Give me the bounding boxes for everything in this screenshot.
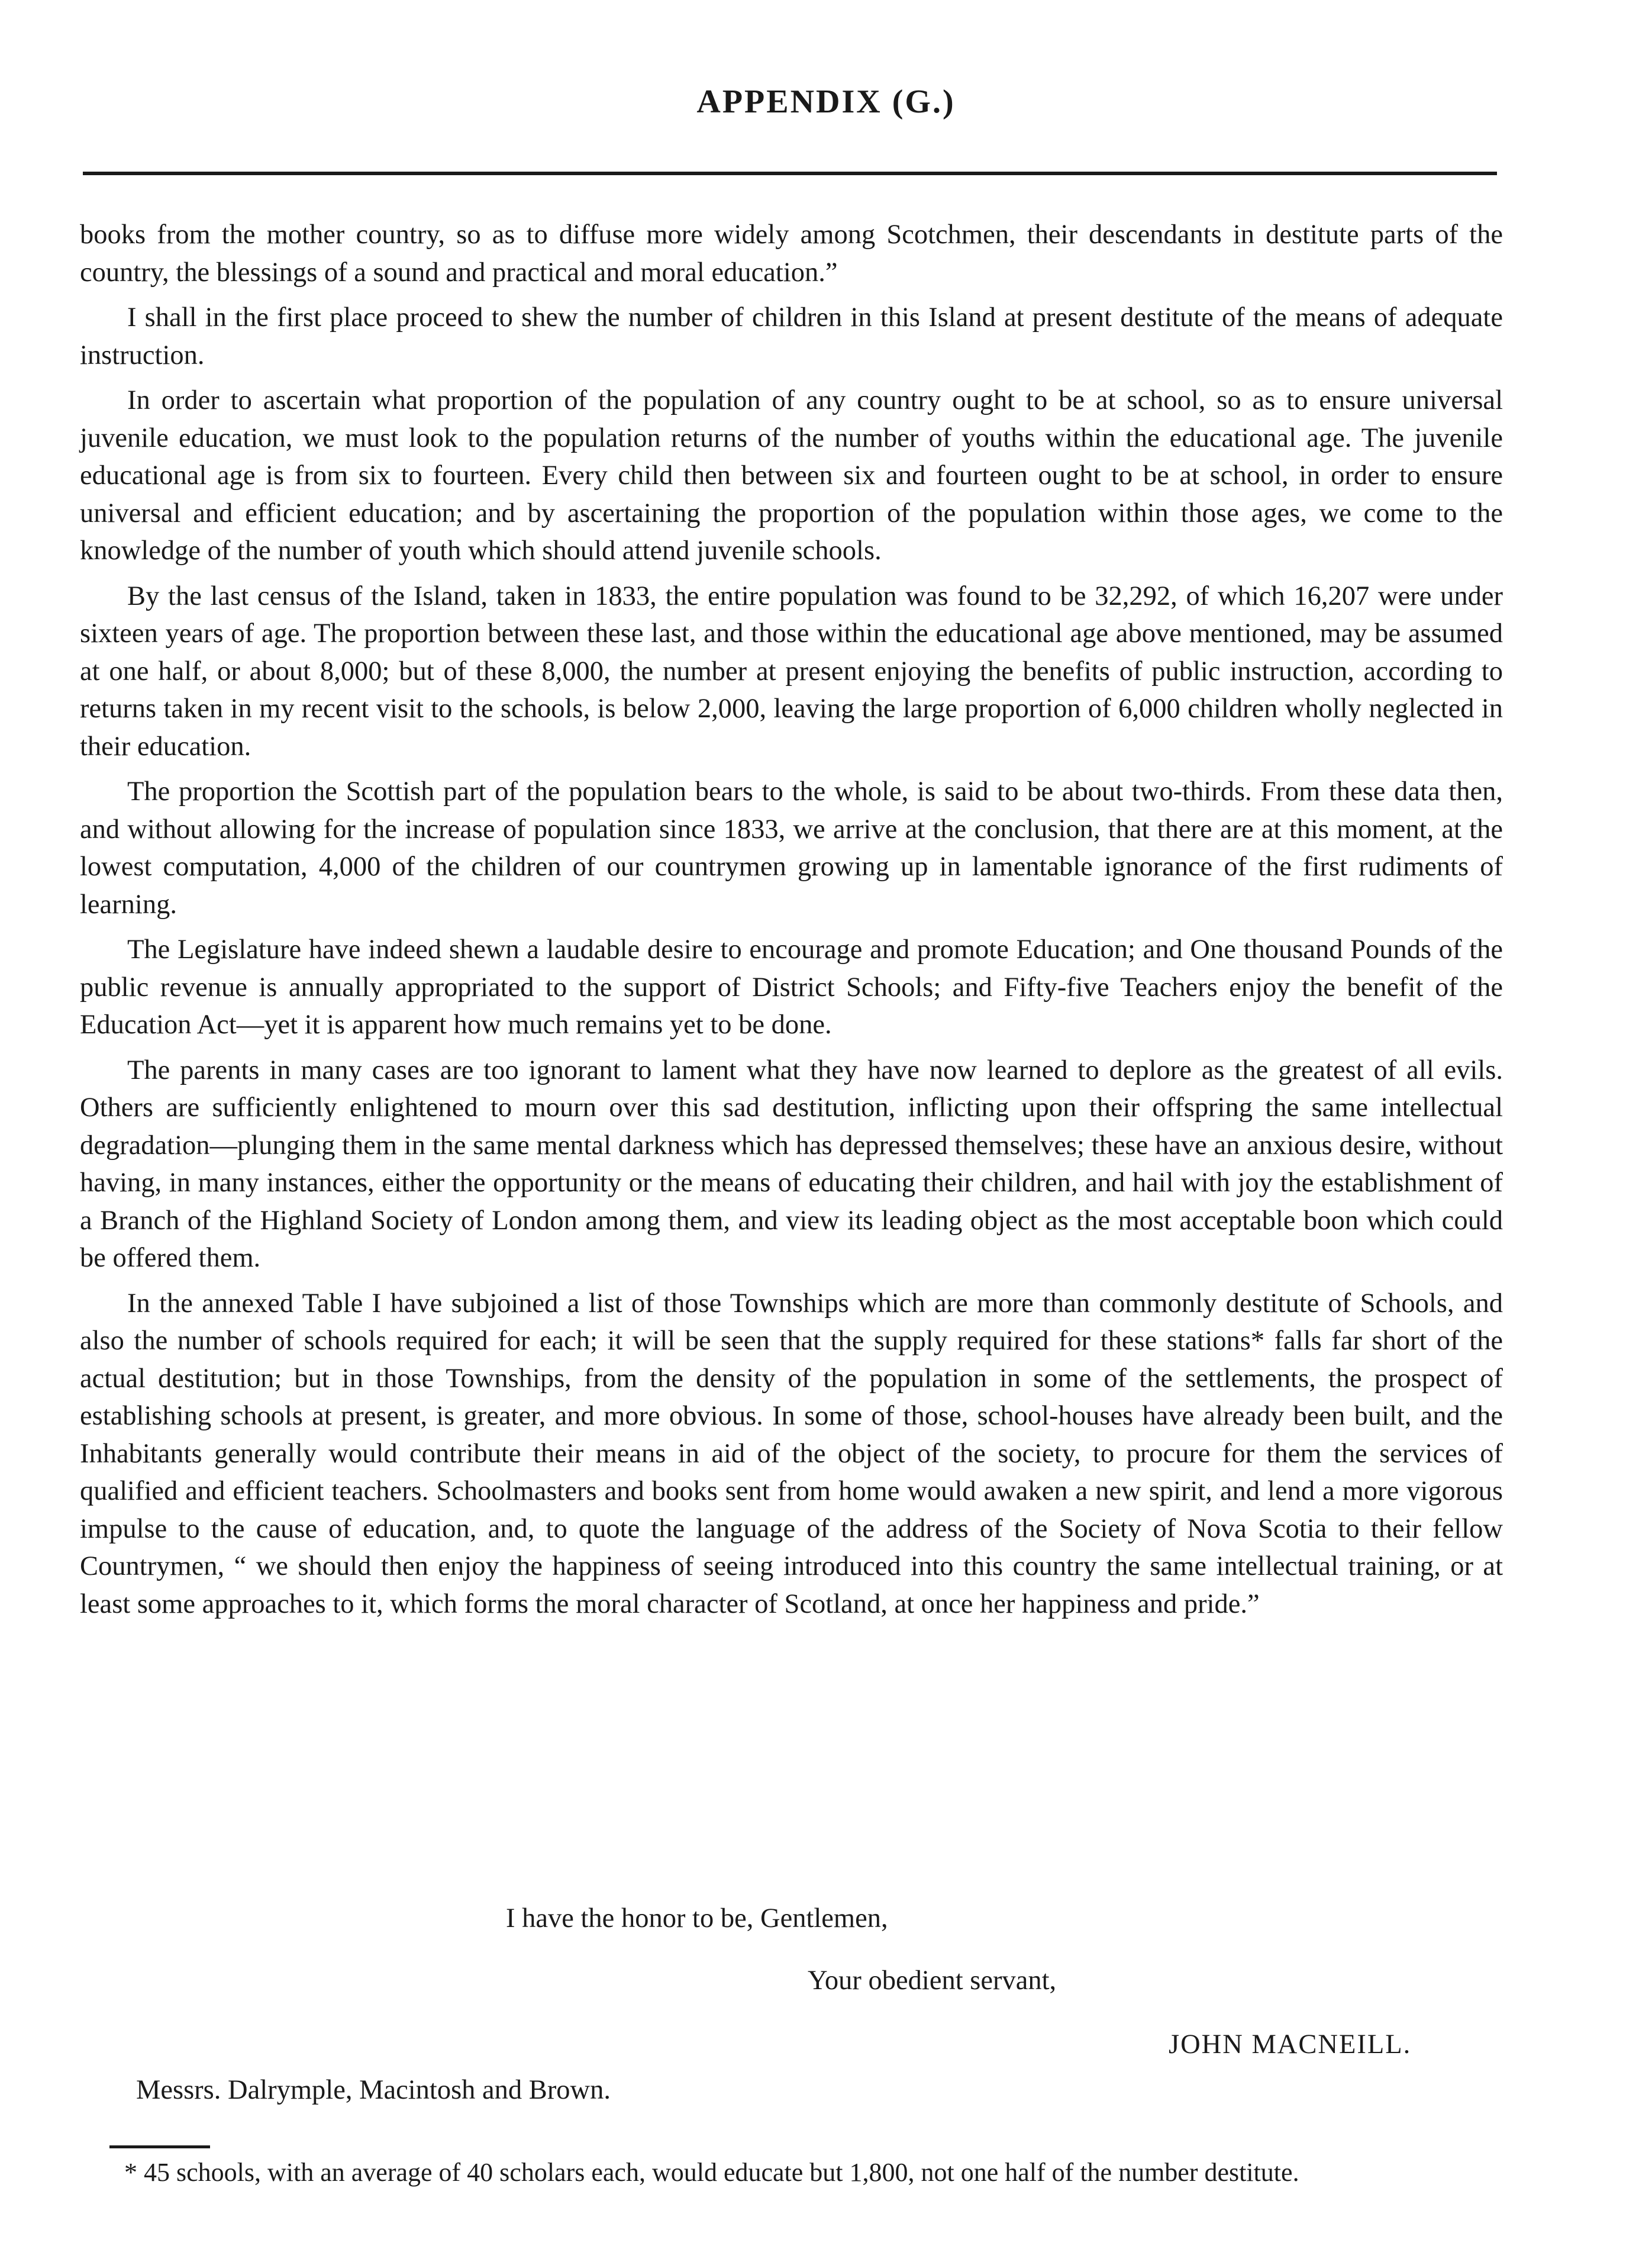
paragraph: books from the mother country, so as to diffuse more widely among Scotchmen, their descendants in destitute parts of the country, the blessings of a sound and practical and moral education.” xyxy=(80,220,1503,288)
addressees-text: Messrs. Dalrymple, Macintosh and Brown. xyxy=(136,2075,611,2105)
valediction-text: Your obedient servant, xyxy=(808,1965,1057,1996)
paragraph: In order to ascertain what proportion of the population of any country ought to be at school, so as to ensure universal juvenile education, we must look to the population returns of the number of youths within the educational age. The juvenile educational age is from six to fourteen. Every child then between six and fourteen ought to be at school, in order to ensure universal and efficient education; and by ascertaining the proportion of the population within those ages, we come to the knowledge of the number of youth which should attend juvenile schools. xyxy=(80,385,1503,566)
footnote: * 45 schools, with an average of 40 scholars each, would educate but 1,800, not one half of the number destitute. xyxy=(124,2158,1299,2187)
page-heading: APPENDIX (G.) xyxy=(696,83,956,120)
paragraph: The proportion the Scottish part of the population bears to the whole, is said to be about two-thirds. From these data then, and without allowing for the increase of population since 1833, we arrive at the conclusion, that there are at this moment, at the lowest computation, 4,000 of the children of our countrymen growing up in lamentable ignorance of the first rudiments of learning. xyxy=(80,776,1503,920)
footnote-rule xyxy=(109,2145,210,2148)
body-text xyxy=(80,216,1503,1630)
paragraph: The Legislature have indeed shewn a laudable desire to encourage and promote Education; and One thousand Pounds of the public revenue is annually appropriated to the support of District Schools; and Fifty-five Teachers enjoy the benefit of the Education Act—yet it is apparent how much remains yet to be done. xyxy=(80,935,1503,1040)
paragraph: By the last census of the Island, taken in 1833, the entire population was found to be 32,292, of which 16,207 were under sixteen years of age. The proportion between these last, and those within the educational age above mentioned, may be assumed at one half, or about 8,000; but of these 8,000, the number at present enjoying the benefits of public instruction, according to returns taken in my recent visit to the schools, is below 2,000, leaving the large proportion of 6,000 children wholly neglected in their education. xyxy=(80,581,1503,762)
signature-text: JOHN MACNEILL. xyxy=(1169,2029,1412,2060)
paragraph: The parents in many cases are too ignorant to lament what they have now learned to deplore as the greatest of all evils. Others are sufficiently enlightened to mourn over this sad destitution, inflicting upon their offspring the same intellectual degradation—plunging them in the same mental darkness which has depressed themselves; these have an anxious desire, without having, in many instances, either the opportunity or the means of educating their children, and hail with joy the establishment of a Branch of the Highland Society of London among them, and view its leading object as the most acceptable boon which could be offered them. xyxy=(80,1055,1503,1273)
heading-rule xyxy=(83,172,1497,175)
paragraph: I shall in the first place proceed to shew the number of children in this Island at present destitute of the means of adequate instruction. xyxy=(80,302,1503,370)
salutation-text: I have the honor to be, Gentlemen, xyxy=(506,1903,888,1934)
paragraph: In the annexed Table I have subjoined a list of those Townships which are more than commonly destitute of Schools, and also the number of schools required for each; it will be seen that the supply required for these stations* falls far short of the actual destitution; but in those Townships, from the density of the population in some of the settlements, the prospect of establishing schools at present, is greater, and more obvious. In some of those, school-houses have already been built, and the Inhabitants generally would contribute their means in aid of the object of the society, to procure for them the services of qualified and efficient teachers. Schoolmasters and books sent from home would awaken a new spirit, and lend a more vigorous impulse to the cause of education, and, to quote the language of the address of the Society of Nova Scotia to their fellow Countrymen, “ we should then enjoy the happiness of seeing introduced into this country the same intellectual training, or at least some approaches to it, which forms the moral character of Scotland, at once her happiness and pride.” xyxy=(80,1288,1503,1619)
